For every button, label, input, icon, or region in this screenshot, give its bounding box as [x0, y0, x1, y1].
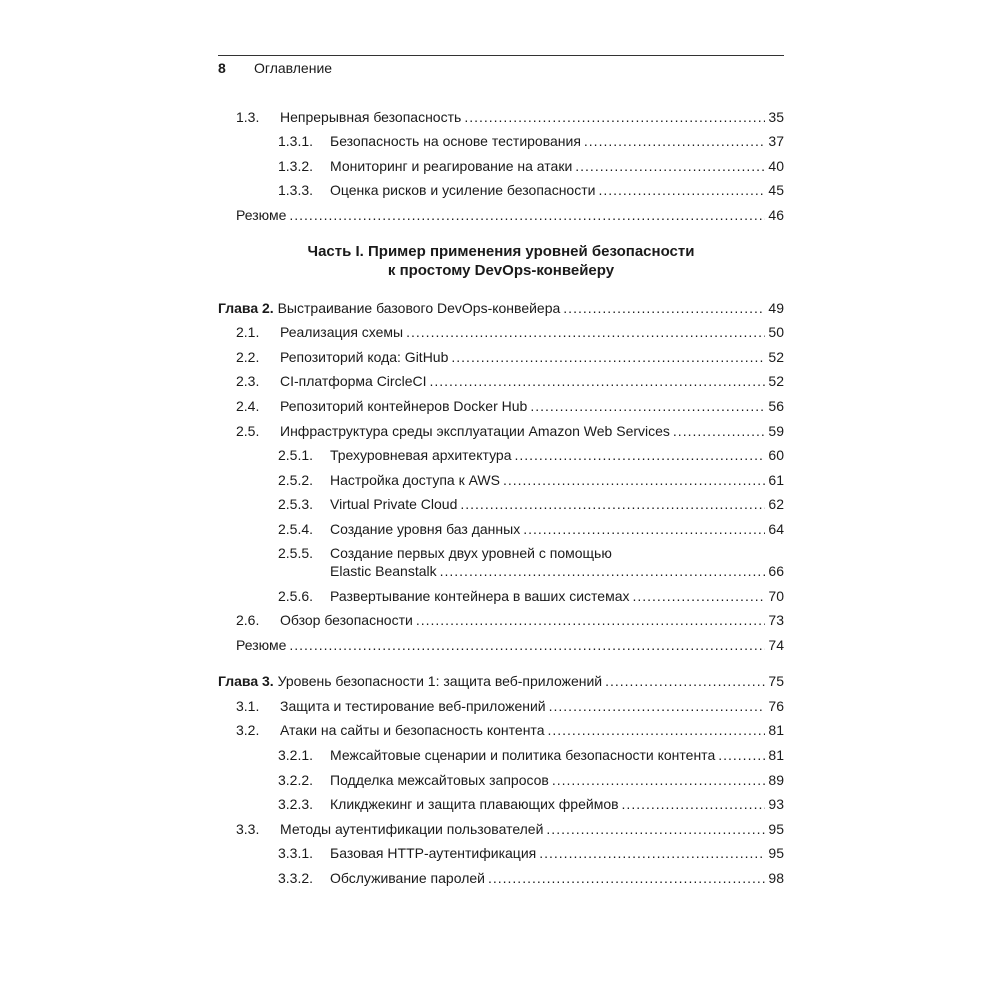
- entry-number: 2.1.: [236, 324, 260, 341]
- page-ref: 81: [768, 722, 784, 739]
- entry-text: Создание первых двух уровней с помощью: [330, 544, 612, 561]
- entry-number: 1.3.3.: [278, 182, 314, 199]
- page-ref: 59: [768, 422, 784, 439]
- chapter-3-items: [218, 690, 784, 887]
- entry-number: 3.2.2.: [278, 771, 314, 788]
- entry-number: 2.5.6.: [278, 587, 314, 604]
- entry-text: Атаки на сайты и безопасность контента: [280, 722, 545, 739]
- running-header: [218, 58, 784, 82]
- toc-entry[interactable]: [218, 813, 784, 838]
- entry-text: Virtual Private Cloud: [330, 496, 458, 513]
- entry-text: Развертывание контейнера в ваших системах: [330, 587, 630, 604]
- leader-dots: [530, 397, 765, 415]
- entry-number: 1.3.: [236, 108, 260, 125]
- page-ref: 89: [768, 771, 784, 788]
- leader-dots: [549, 697, 766, 715]
- toc-entry[interactable]: [218, 126, 784, 151]
- page-ref: 66: [768, 562, 784, 579]
- header-rule: [218, 55, 784, 56]
- resume-entry[interactable]: [218, 199, 784, 224]
- toc-entry[interactable]: [218, 489, 784, 514]
- entry-number: 2.3.: [236, 373, 260, 390]
- leader-dots: [547, 721, 765, 739]
- entry-text: Непрерывная безопасность: [280, 108, 462, 125]
- entry-text-continued: Elastic Beanstalk: [330, 562, 437, 579]
- entry-text: CI-платформа CircleCI: [280, 373, 427, 390]
- entry-number: 2.6.: [236, 612, 260, 629]
- part-title: [218, 242, 784, 280]
- leader-dots: [289, 636, 765, 654]
- page-ref: 93: [768, 796, 784, 813]
- entry-text: Оценка рисков и усиление безопасности: [330, 182, 596, 199]
- entry-text: Защита и тестирование веб-приложений: [280, 697, 546, 714]
- entry-text: Создание уровня баз данных: [330, 520, 521, 537]
- table-of-contents: [218, 101, 784, 887]
- leader-dots: [575, 157, 765, 175]
- leader-dots: [584, 132, 766, 150]
- header-title: Оглавление: [254, 60, 333, 76]
- toc-entry[interactable]: [218, 538, 784, 580]
- chapter-title: Уровень безопасности 1: защита веб-приложений: [277, 673, 603, 690]
- page-ref: 76: [768, 697, 784, 714]
- toc-entry[interactable]: [218, 150, 784, 175]
- toc-entry[interactable]: [218, 789, 784, 814]
- toc-entry[interactable]: [218, 605, 784, 630]
- toc-entry[interactable]: [218, 513, 784, 538]
- part-title-line2: к простому DevOps-конвейеру: [387, 261, 615, 279]
- entry-number: 3.1.: [236, 697, 260, 714]
- entry-text: Обслуживание паролей: [330, 870, 485, 887]
- entry-number: 3.3.1.: [278, 845, 314, 862]
- entry-text: Инфраструктура среды эксплуатации Amazon Web Services: [280, 422, 670, 439]
- toc-entry[interactable]: [218, 101, 784, 126]
- entry-number: 3.2.: [236, 722, 260, 739]
- leader-dots: [416, 611, 766, 629]
- chapter-2-entry[interactable]: [218, 292, 784, 317]
- toc-entry[interactable]: [218, 341, 784, 366]
- entry-text: Репозиторий кода: GitHub: [280, 348, 449, 365]
- leader-dots: [503, 471, 765, 489]
- page-ref: 52: [768, 348, 784, 365]
- entry-number: 3.3.2.: [278, 870, 314, 887]
- page-ref: 70: [768, 587, 784, 604]
- entry-number: 2.5.1.: [278, 447, 314, 464]
- toc-entry[interactable]: [218, 838, 784, 863]
- page-ref: 75: [768, 673, 784, 690]
- leader-dots: [460, 495, 765, 513]
- page-ref: 46: [768, 206, 784, 223]
- toc-entry[interactable]: [218, 175, 784, 200]
- chapter-3-entry[interactable]: [218, 666, 784, 691]
- entry-number: 2.2.: [236, 348, 260, 365]
- toc-entry[interactable]: [218, 390, 784, 415]
- page-ref: 73: [768, 612, 784, 629]
- toc-entry[interactable]: [218, 715, 784, 740]
- leader-dots: [451, 348, 765, 366]
- toc-entry[interactable]: [218, 764, 784, 789]
- leader-dots: [406, 323, 765, 341]
- page-ref: 61: [768, 471, 784, 488]
- leader-dots: [523, 520, 765, 538]
- part-title-line1: Часть I. Пример применения уровней безопасности: [307, 242, 695, 260]
- entry-text: Мониторинг и реагирование на атаки: [330, 157, 573, 174]
- page-ref: 95: [768, 820, 784, 837]
- page-ref: 50: [768, 324, 784, 341]
- entry-text: Межсайтовые сценарии и политика безопасности контента: [330, 747, 716, 764]
- leader-dots: [546, 820, 765, 838]
- toc-entry[interactable]: [218, 690, 784, 715]
- leader-dots: [514, 446, 765, 464]
- leader-dots: [632, 587, 765, 605]
- leader-dots: [552, 771, 766, 789]
- toc-entry[interactable]: [218, 464, 784, 489]
- entry-number: 2.5.: [236, 422, 260, 439]
- toc-entry[interactable]: [218, 415, 784, 440]
- page-ref: 45: [768, 182, 784, 199]
- entry-number: 2.5.3.: [278, 496, 314, 513]
- toc-entry[interactable]: [218, 862, 784, 887]
- page-number: 8: [218, 60, 226, 76]
- page-ref: 64: [768, 520, 784, 537]
- leader-dots: [673, 422, 766, 440]
- entry-number: 2.5.2.: [278, 471, 314, 488]
- toc-entry[interactable]: [218, 580, 784, 605]
- entry-number: 2.4.: [236, 397, 260, 414]
- resume-entry[interactable]: [218, 629, 784, 654]
- entry-text: Репозиторий контейнеров Docker Hub: [280, 397, 528, 414]
- entry-number: 3.3.: [236, 820, 260, 837]
- toc-entry[interactable]: [218, 440, 784, 465]
- entry-text: Базовая HTTP-аутентификация: [330, 845, 537, 862]
- page-ref: 56: [768, 397, 784, 414]
- leader-dots: [598, 181, 765, 199]
- toc-entry[interactable]: [218, 366, 784, 391]
- leader-dots: [539, 844, 765, 862]
- entry-text: Подделка межсайтовых запросов: [330, 771, 549, 788]
- entry-text: Резюме: [236, 636, 287, 653]
- entry-text: Реализация схемы: [280, 324, 404, 341]
- toc-section-1-3: [218, 101, 784, 224]
- entry-number: 2.5.5.: [278, 544, 314, 561]
- page-ref: 74: [768, 636, 784, 653]
- page-ref: 60: [768, 447, 784, 464]
- entry-text: Обзор безопасности: [280, 612, 413, 629]
- entry-text-line2: [330, 562, 784, 580]
- entry-text: Трехуровневая архитектура: [330, 447, 512, 464]
- page-ref: 35: [768, 108, 784, 125]
- page-ref: 49: [768, 299, 784, 316]
- leader-dots: [429, 372, 765, 390]
- leader-dots: [440, 562, 766, 580]
- leader-dots: [289, 206, 765, 224]
- entry-number: 1.3.1.: [278, 133, 314, 150]
- toc-entry[interactable]: [218, 317, 784, 342]
- leader-dots: [488, 869, 765, 887]
- toc-entry[interactable]: [218, 739, 784, 764]
- entry-text: Резюме: [236, 206, 287, 223]
- entry-text: Кликджекинг и защита плавающих фреймов: [330, 796, 619, 813]
- entry-text: Безопасность на основе тестирования: [330, 133, 581, 150]
- chapter-2-items: [218, 317, 784, 654]
- chapter-label: Глава 3.: [218, 673, 274, 690]
- page-ref: 52: [768, 373, 784, 390]
- entry-number: 2.5.4.: [278, 520, 314, 537]
- leader-dots: [605, 672, 765, 690]
- page-ref: 40: [768, 157, 784, 174]
- chapter-title: Выстраивание базового DevOps-конвейера: [277, 299, 561, 316]
- entry-text: Настройка доступа к AWS: [330, 471, 500, 488]
- chapter-label: Глава 2.: [218, 299, 274, 316]
- entry-number: 3.2.1.: [278, 747, 314, 764]
- page-ref: 62: [768, 496, 784, 513]
- leader-dots: [464, 108, 765, 126]
- page-ref: 81: [768, 747, 784, 764]
- page-ref: 95: [768, 845, 784, 862]
- entry-text: Методы аутентификации пользователей: [280, 820, 544, 837]
- entry-number: 1.3.2.: [278, 157, 314, 174]
- page-ref: 98: [768, 870, 784, 887]
- leader-dots: [563, 299, 765, 317]
- entry-number: 3.2.3.: [278, 796, 314, 813]
- chapter-gap: [218, 654, 784, 666]
- page-ref: 37: [768, 133, 784, 150]
- leader-dots: [718, 746, 765, 764]
- leader-dots: [622, 795, 766, 813]
- entry-text-block: [330, 544, 784, 580]
